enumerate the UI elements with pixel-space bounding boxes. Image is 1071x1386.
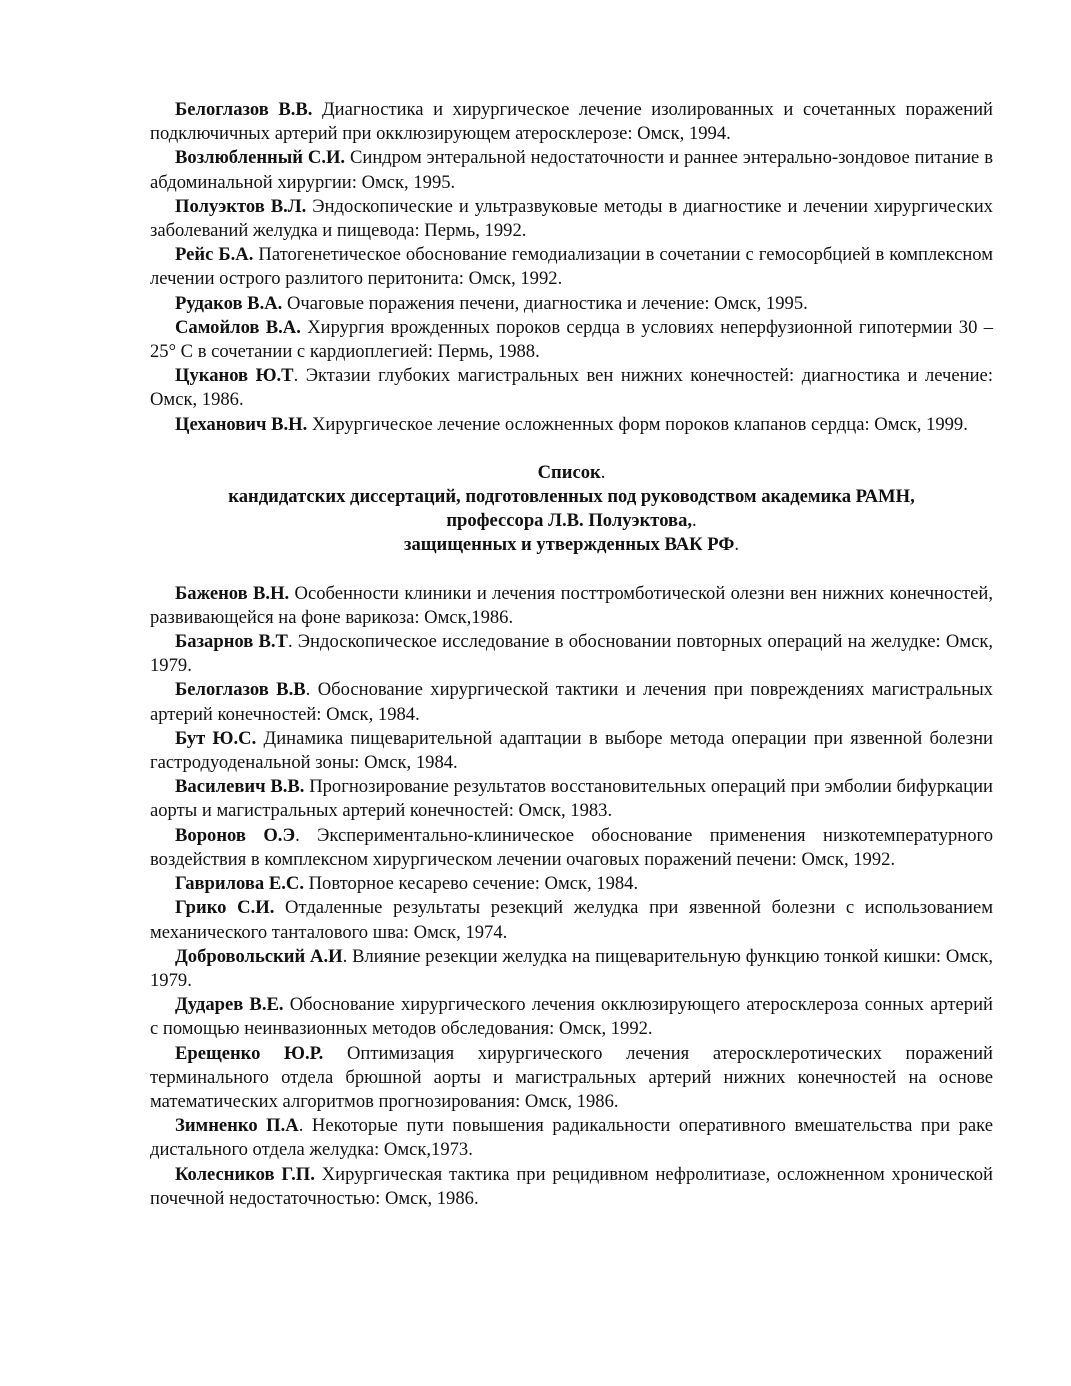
entry-author: Белоглазов В.В. [175,99,313,120]
heading-line-3: профессора Л.В. Полуэктова,. [446,510,697,532]
entry-author: Воронов О.Э [175,824,296,846]
entry-author: Цуканов Ю.Т [175,365,294,387]
entry-author: Колесников Г.П. [175,1163,315,1185]
list-item [150,195,993,243]
entry-author: Бут Ю.С. [175,727,257,749]
entry-text: Обоснование хирургического лечения окклюзирующего атеросклероза сонных артерий с помощью неинвазионных методов обследования: Омск, 1992. [150,994,993,1040]
list-item [150,945,993,993]
list-item [150,413,993,437]
entry-text: Хирургическое лечение осложненных форм пороков клапанов сердца: Омск, 1999. [307,413,968,435]
entry-text: Эндоскопические и ультразвуковые методы в диагностике и лечении хирургических заболеваний желудка и пищевода: Пермь, 1992. [150,195,993,242]
list-item [150,582,993,630]
entry-text: Прогнозирование результатов восстановительных операций при эмболии бифуркации аорты и магистральных артерий конечностей: Омск, 1983. [150,776,993,822]
list-item [150,775,993,823]
entry-author: Дударев В.Е. [175,994,284,1016]
list-item [150,896,993,944]
list-item [150,1163,993,1211]
entry-text: . Некоторые пути повышения радикальности оперативного вмешательства при раке дистального отдела желудка: Омск,1973. [150,1115,994,1161]
candidate-dissertations-list [150,582,993,1211]
entry-text: Очаговые поражения печени, диагностика и лечение: Омск, 1995. [282,292,808,314]
list-item [150,824,993,872]
entry-author: Полуэктов В.Л. [175,195,307,217]
list-item [150,146,993,194]
entry-author: Гаврилова Е.С. [175,873,304,895]
entry-text: Синдром энтеральной недостаточности и раннее энтерально-зондовое питание в абдоминальной хирургии: Омск, 1995. [150,147,993,193]
entry-author: Возлюбленный С.И. [175,147,346,169]
list-item [150,364,993,412]
entry-text: Отдаленные результаты резекций желудка при язвенной болезни с использованием механического танталового шва: Омск, 1974. [150,897,993,943]
list-item [150,292,993,316]
section-heading [150,461,993,558]
entry-text: . Обоснование хирургической тактики и лечения при повреждениях магистральных артерий конечностей: Омск, 1984. [150,679,993,725]
list-item [150,98,993,146]
document-page [150,98,993,1211]
entry-text: . Эктазии глубоких магистральных вен нижних конечностей: диагностика и лечение: Омск, 1986. [150,365,993,411]
list-item [150,243,993,291]
list-item [150,316,993,364]
entry-text: . Влияние резекции желудка на пищеварительную функцию тонкой кишки: Омск, 1979. [150,945,993,991]
entry-author: Цеханович В.Н. [175,413,308,435]
heading-line-2: кандидатских диссертаций, подготовленных под руководством академика РАМН, [228,486,915,508]
heading-title: Список [537,461,601,483]
entry-author: Василевич В.В. [175,776,305,798]
entry-author: Рудаков В.А. [175,292,283,314]
entry-text: . Экспериментально-клиническое обоснование применения низкотемпературного воздействия в комплексном хирургическом лечении очаговых поражений печени: Омск, 1992. [150,824,993,870]
list-item [150,630,993,678]
entry-text: Диагностика и хирургическое лечение изолированных и сочетанных поражений подключичных артерий при окклюзирующем атеросклерозе: Омск, 1994. [150,99,993,145]
entry-text: Патогенетическое обоснование гемодиализации в сочетании с гемосорбцией в комплексном лечении острого разлитого перитонита: Омск, 1992. [150,244,994,290]
entry-text: Хирургия врожденных пороков сердца в условиях неперфузионной гипотермии 30 – 25° С в сочетании с кардиоплегией: Пермь, 1988. [150,316,993,363]
entry-text: Динамика пищеварительной адаптации в выборе метода операции при язвенной болезни гастродуоденальной зоны: Омск, 1984. [150,727,993,774]
list-item [150,1114,993,1162]
list-item [150,993,993,1041]
entry-text: Особенности клиники и лечения посттромботической олезни вен нижних конечностей, развивающейся на фоне варикоза: Омск,1986. [150,582,993,628]
list-item [150,1042,993,1115]
entry-text: Оптимизация хирургического лечения атеросклеротических поражений терминального отдела брюшной аорты и магистральных артерий нижних конечностей на основе математических алгоритмов прогнозирования: Омск, 1986. [150,1042,994,1112]
entry-author: Грико С.И. [175,897,275,919]
entry-text: . Эндоскопическое исследование в обосновании повторных операций на желудке: Омск, 1979. [150,631,993,677]
entry-text: Хирургическая тактика при рецидивном нефролитиазе, осложненном хронической почечной недостаточностью: Омск, 1986. [150,1163,994,1209]
heading-line-4: защищенных и утвержденных ВАК РФ. [404,534,739,556]
entry-author: Белоглазов В.В [175,679,306,701]
list-item [150,872,993,896]
entry-author: Ерещенко Ю.Р. [175,1042,324,1064]
entry-author: Баженов В.Н. [175,582,290,604]
heading-line-1: Список. [537,461,606,483]
entry-author: Самойлов В.А. [175,316,301,338]
list-item [150,678,993,726]
entry-author: Зимненко П.А [175,1115,299,1137]
entry-author: Базарнов В.Т [175,631,288,653]
entry-text: Повторное кесарево сечение: Омск, 1984. [303,873,639,895]
list-item [150,727,993,775]
doctoral-dissertations-list [150,98,993,437]
entry-author: Добровольский А.И [175,945,343,967]
entry-author: Рейс Б.А. [175,244,254,266]
